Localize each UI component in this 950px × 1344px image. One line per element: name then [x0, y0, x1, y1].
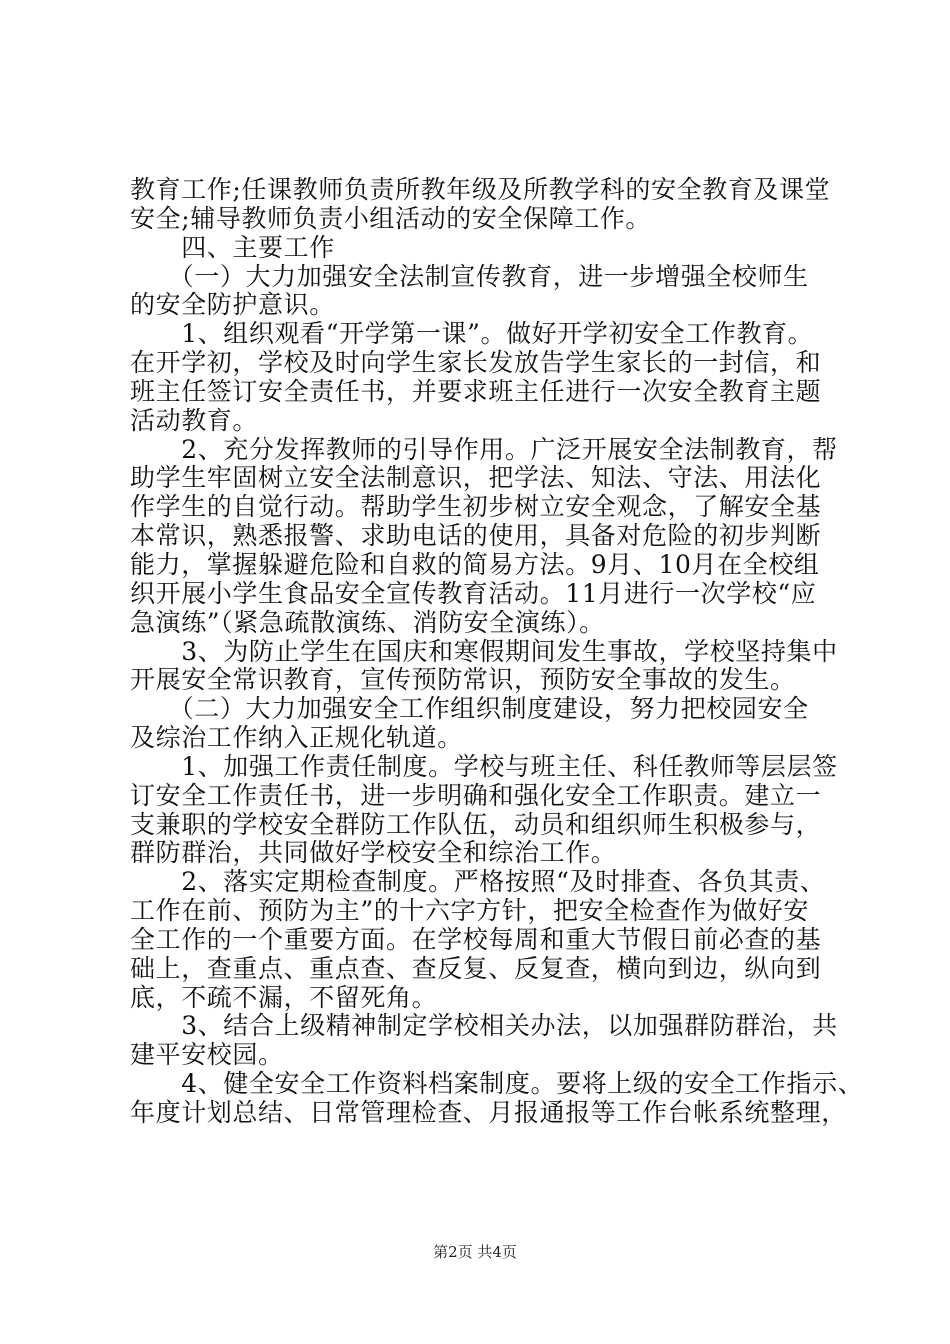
text-line: 4、健全安全工作资料档案制度。要将上级的安全工作指示、	[130, 1069, 864, 1098]
text-line: 能力，掌握躲避危险和自救的简易方法。9月、10月在全校组	[130, 550, 820, 579]
text-line: 安全;辅导教师负责小组活动的安全保障工作。	[130, 204, 652, 233]
text-line: 建平安校园。	[130, 1040, 284, 1069]
text-line: 群防群治，共同做好学校安全和综治工作。	[130, 838, 617, 867]
text-line: 活动教育。	[130, 406, 259, 435]
text-line: 在开学初，学校及时向学生家长发放告学生家长的一封信，和	[130, 348, 822, 377]
text-line: 工作在前、预防为主”的十六字方针，把安全检查作为做好安	[130, 896, 809, 925]
text-line: 1、加强工作责任制度。学校与班主任、科任教师等层层签	[130, 752, 838, 781]
subsection-heading: 的安全防护意识。	[130, 290, 335, 319]
text-line: 3、为防止学生在国庆和寒假期间发生事故，学校坚持集中	[130, 637, 838, 666]
text-line: 班主任签订安全责任书，并要求班主任进行一次安全教育主题	[130, 377, 822, 406]
text-line: 订安全工作责任书，进一步明确和强化安全工作职责。建立一	[130, 781, 822, 810]
text-line: 作学生的自觉行动。帮助学生初步树立安全观念，了解安全基	[130, 492, 822, 521]
subsection-heading: （一）大力加强安全法制宣传教育，进一步增强全校师生	[130, 262, 809, 291]
page-number-footer: 第2页 共4页	[433, 1243, 517, 1261]
text-line: 织开展小学生食品安全宣传教育活动。11月进行一次学校“应	[130, 579, 817, 608]
text-line: 本常识，熟悉报警、求助电话的使用，具备对危险的初步判断	[130, 521, 822, 550]
subsection-heading: 及综治工作纳入正规化轨道。	[130, 723, 463, 752]
text-line: 底，不疏不漏，不留死角。	[130, 983, 438, 1012]
text-line: 础上，查重点、重点查、查反复、反复查，横向到边，纵向到	[130, 954, 822, 983]
text-line: 急演练”（紧急疏散演练、消防安全演练）。	[130, 608, 605, 637]
text-line: 全工作的一个重要方面。在学校每周和重大节假日前必查的基	[130, 925, 822, 954]
subsection-heading: （二）大力加强安全工作组织制度建设，努力把校园安全	[130, 694, 809, 723]
text-line: 2、充分发挥教师的引导作用。广泛开展安全法制教育，帮	[130, 435, 838, 464]
text-line: 开展安全常识教育，宣传预防常识，预防安全事故的发生。	[130, 665, 796, 694]
text-line: 2、落实定期检查制度。严格按照“及时排查、各负其责、	[130, 867, 826, 896]
text-line: 教育工作;任课教师负责所教年级及所教学科的安全教育及课堂	[130, 175, 831, 204]
text-line: 1、组织观看“开学第一课”。做好开学初安全工作教育。	[130, 319, 814, 348]
text-line: 助学生牢固树立安全法制意识，把学法、知法、守法、用法化	[130, 463, 822, 492]
text-line: 支兼职的学校安全群防工作队伍，动员和组织师生积极参与，	[130, 810, 822, 839]
text-line: 3、结合上级精神制定学校相关办法，以加强群防群治，共	[130, 1011, 838, 1040]
section-heading: 四、主要工作	[130, 233, 335, 262]
text-line: 年度计划总结、日常管理检查、月报通报等工作台帐系统整理，	[130, 1098, 847, 1127]
